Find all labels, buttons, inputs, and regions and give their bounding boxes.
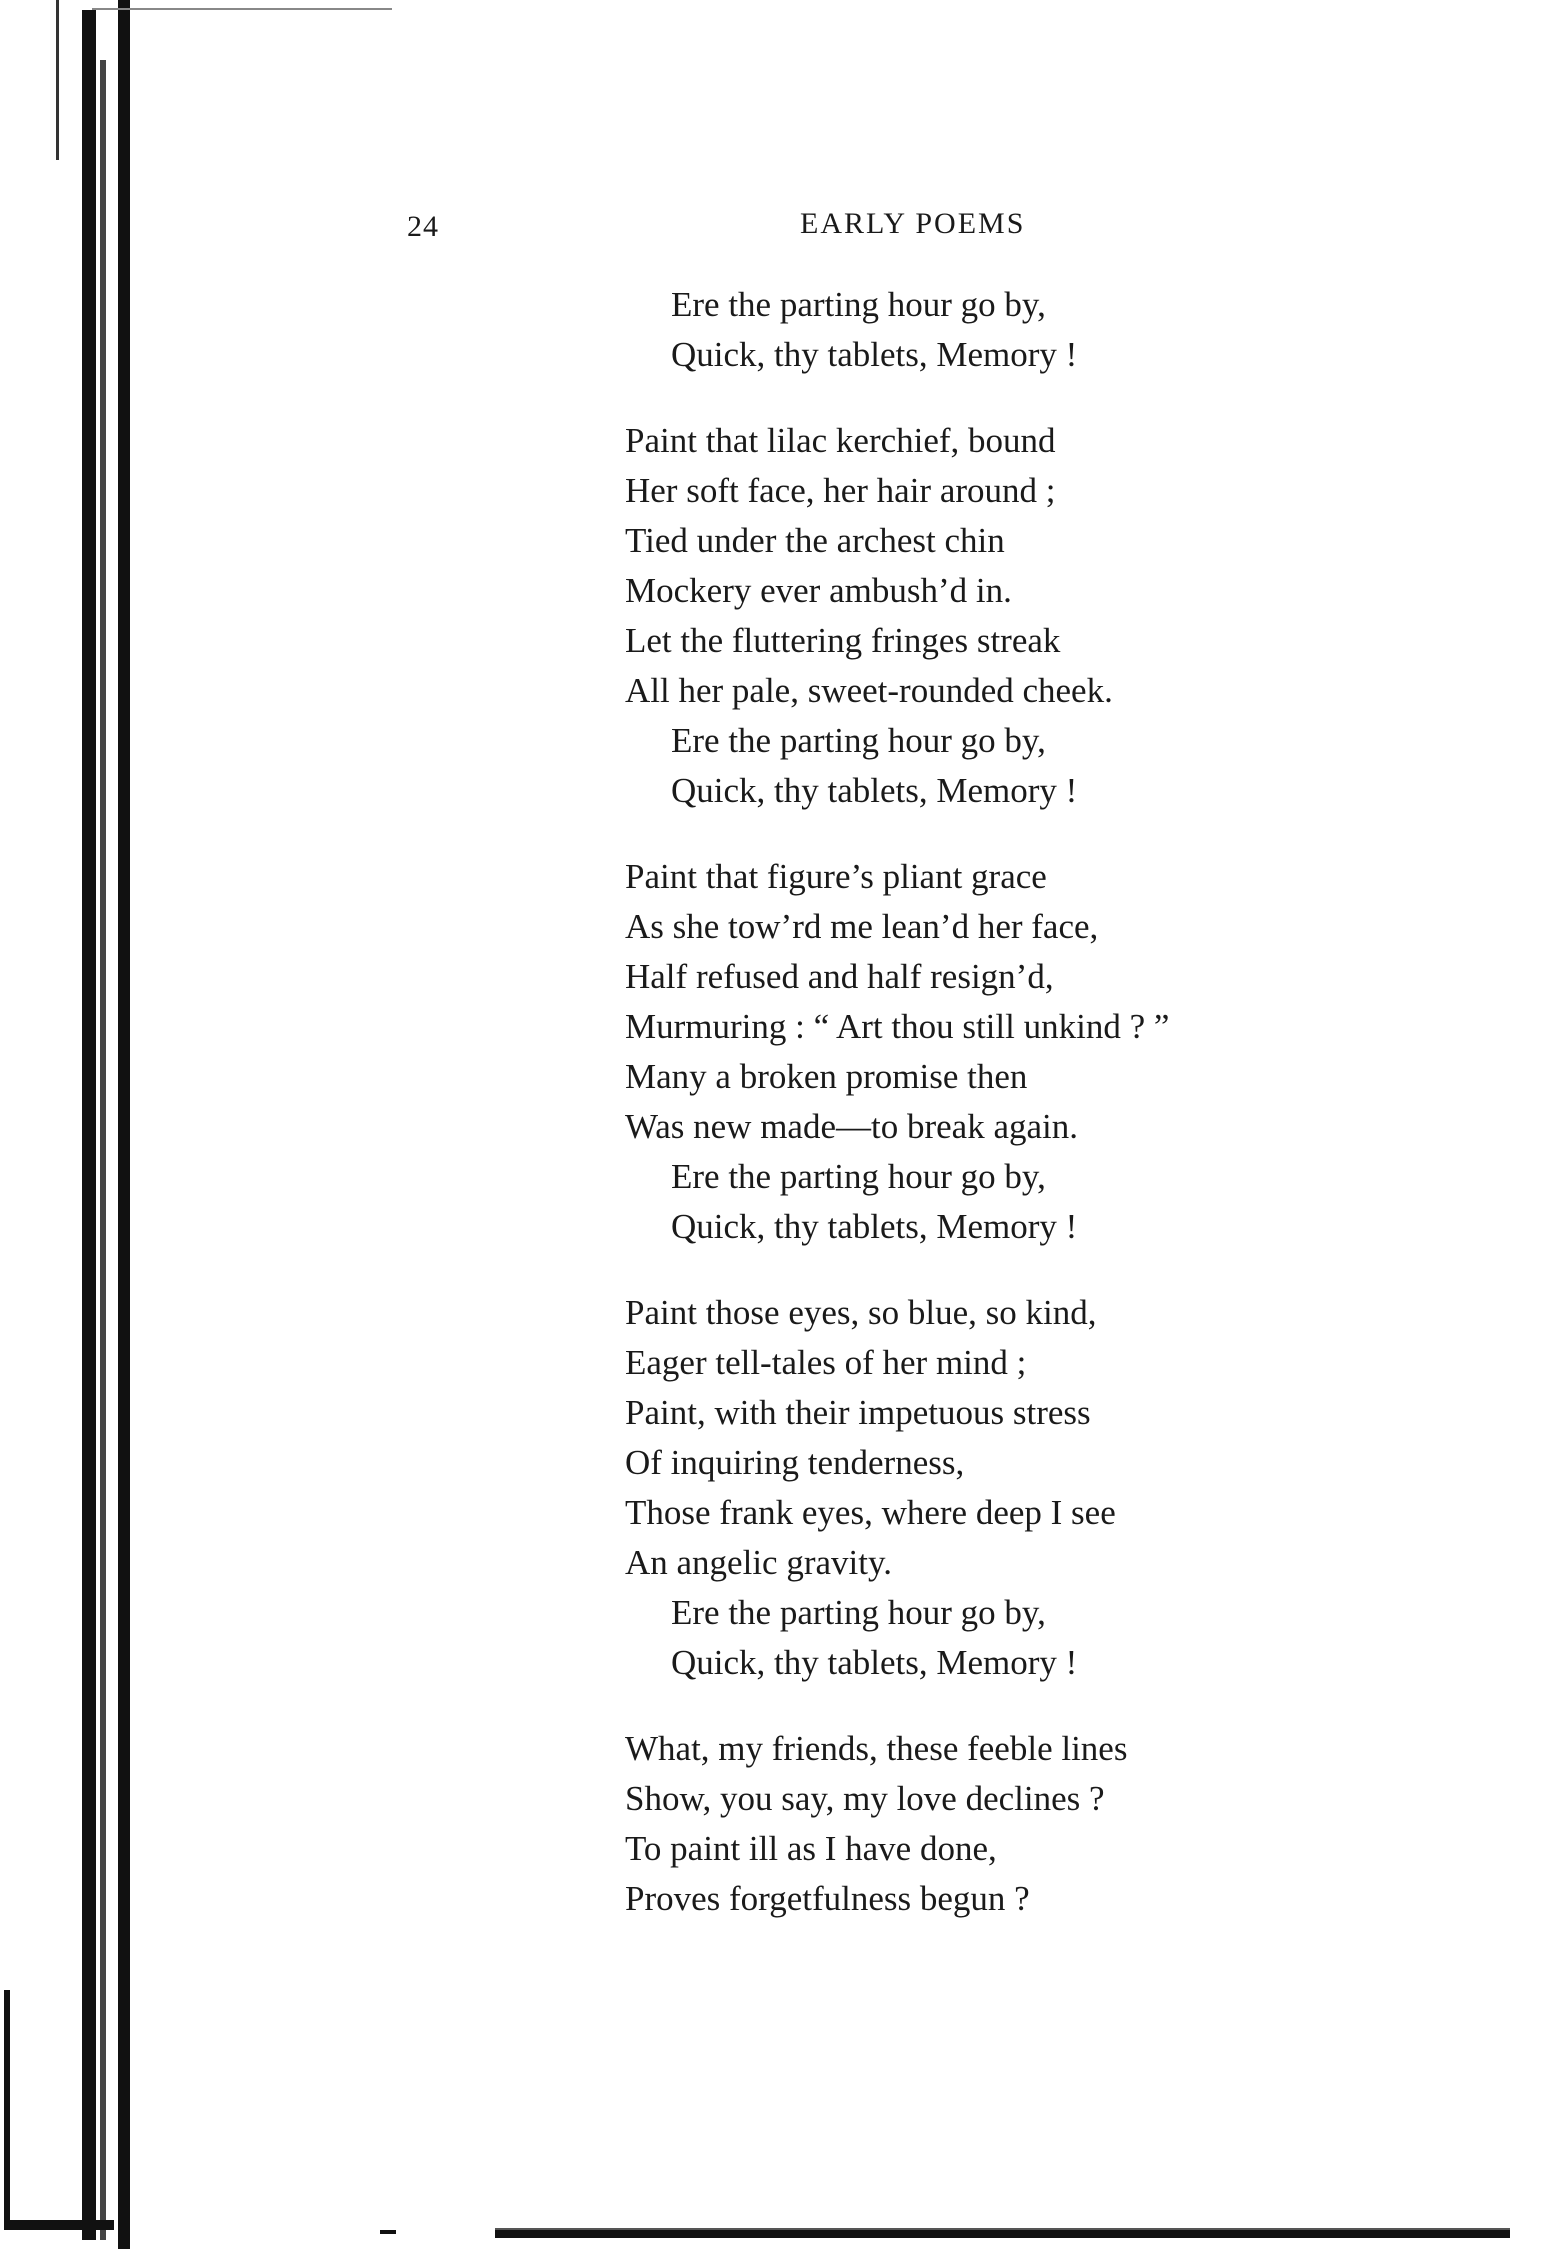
refrain-line: Quick, thy tablets, Memory ! — [671, 1207, 1078, 1246]
stanza-break — [625, 1252, 1505, 1288]
poem-line: All her pale, sweet-rounded cheek. — [625, 671, 1113, 710]
running-title: EARLY POEMS — [800, 207, 1026, 240]
poem-line: Those frank eyes, where deep I see — [625, 1493, 1116, 1532]
poem-line: Half refused and half resign’d, — [625, 957, 1054, 996]
binding-shadow — [100, 60, 106, 2240]
poem-line: Eager tell-tales of her mind ; — [625, 1343, 1027, 1382]
poem-line: To paint ill as I have done, — [625, 1829, 997, 1868]
poem-line: Of inquiring tenderness, — [625, 1443, 965, 1482]
binding-edge — [0, 0, 140, 2249]
stanza-break — [625, 380, 1505, 416]
poem-line: Was new made—to break again. — [625, 1107, 1078, 1146]
binding-shadow — [118, 0, 130, 2249]
binding-shadow — [4, 1990, 10, 2230]
stanza-break — [625, 816, 1505, 852]
poem-line: Tied under the archest chin — [625, 521, 1005, 560]
poem-line: Show, you say, my love declines ? — [625, 1779, 1105, 1818]
poem-line: Paint that figure’s pliant grace — [625, 857, 1047, 896]
bottom-edge-shadow — [495, 2230, 1510, 2238]
refrain-line: Ere the parting hour go by, — [671, 1157, 1046, 1196]
poem-line: Paint those eyes, so blue, so kind, — [625, 1293, 1097, 1332]
poem-line: Many a broken promise then — [625, 1057, 1028, 1096]
poem-line: Mockery ever ambush’d in. — [625, 571, 1012, 610]
poem-line: Let the fluttering fringes streak — [625, 621, 1061, 660]
refrain-line: Ere the parting hour go by, — [671, 1593, 1046, 1632]
poem-line: Paint, with their impetuous stress — [625, 1393, 1091, 1432]
binding-shadow — [56, 0, 59, 160]
page-number: 24 — [407, 210, 439, 243]
top-edge-line — [92, 8, 392, 10]
poem-line: Her soft face, her hair around ; — [625, 471, 1056, 510]
poem-line: What, my friends, these feeble lines — [625, 1729, 1128, 1768]
poem-line: Murmuring : “ Art thou still unkind ? ” — [625, 1007, 1170, 1046]
poem-body — [625, 280, 1505, 1924]
binding-shadow — [4, 2220, 114, 2230]
poem-line: Proves forgetfulness begun ? — [625, 1879, 1030, 1918]
refrain-line: Quick, thy tablets, Memory ! — [671, 771, 1078, 810]
poem-line: Paint that lilac kerchief, bound — [625, 421, 1056, 460]
poem-line: As she tow’rd me lean’d her face, — [625, 907, 1099, 946]
refrain-line: Ere the parting hour go by, — [671, 285, 1046, 324]
refrain-line: Ere the parting hour go by, — [671, 721, 1046, 760]
stanza-break — [625, 1688, 1505, 1724]
scan-mark — [380, 2230, 396, 2234]
binding-shadow — [82, 10, 96, 2240]
refrain-line: Quick, thy tablets, Memory ! — [671, 1643, 1078, 1682]
poem-line: An angelic gravity. — [625, 1543, 892, 1582]
refrain-line: Quick, thy tablets, Memory ! — [671, 335, 1078, 374]
